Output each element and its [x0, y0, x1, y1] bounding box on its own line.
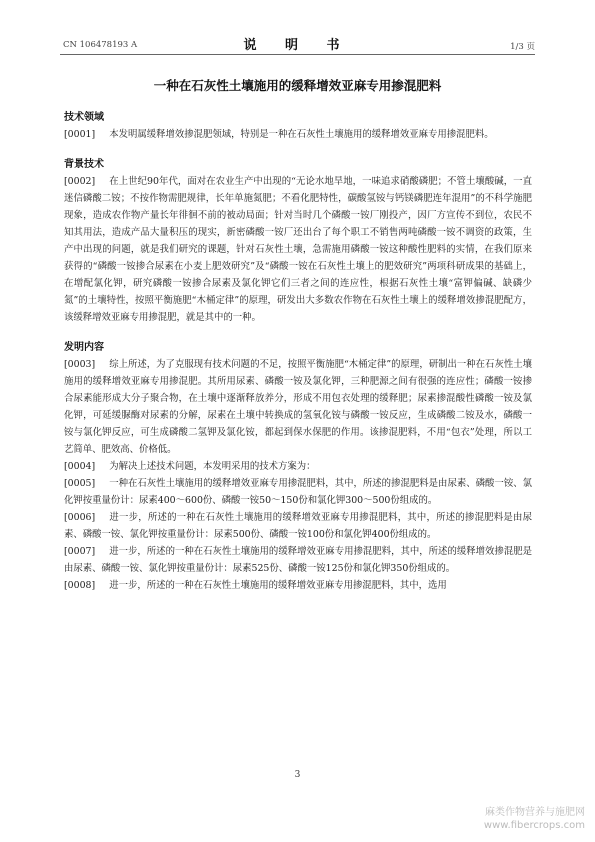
- page-number: 3: [294, 770, 301, 780]
- paragraph: [64, 126, 532, 143]
- watermark: [484, 806, 585, 832]
- paragraph: [64, 475, 532, 509]
- document-body: [64, 110, 532, 594]
- section-heading: 发明内容: [64, 342, 104, 353]
- paragraph-text: 一种在石灰性土壤施用的缓释增效亚麻专用掺混肥料，其中，所述的掺混肥料是由尿素、磷酸一铵、氯化钾按重量份计：尿素400～600份、磷酸一铵50～150份和氯化钾300～500份组成的。: [64, 478, 532, 506]
- document-number: CN 106478193 A: [63, 40, 138, 50]
- paragraph-text: 本发明属缓释增效掺混肥领域，特别是一种在石灰性土壤施用的缓释增效亚麻专用掺混肥料。: [109, 129, 494, 140]
- watermark-line-2: www.fibercrops.com: [483, 820, 585, 831]
- paragraph-text: 进一步，所述的一种在石灰性土壤施用的缓释增效亚麻专用掺混肥料，其中，所述的缓释增效掺混肥是由尿素、磷酸一铵、氯化钾按重量份计：尿素525份、磷酸一铵125份和氯化钾350份组成的。: [64, 546, 532, 574]
- paragraph-number: [0008]: [64, 580, 96, 591]
- paragraph-text: 进一步，所述的一种在石灰性土壤施用的缓释增效亚麻专用掺混肥料，其中，所述的掺混肥料是由尿素、磷酸一铵、氯化钾按重量份计：尿素500份、磷酸一铵100份和氯化钾400份组成的。: [64, 512, 532, 540]
- document-type: 说 明 书: [243, 38, 352, 53]
- paragraph-text: 在上世纪90年代，面对在农业生产中出现的“无论水地旱地，一味追求硝酸磷肥；不管土壤酸碱，一直迷信磷酸二铵；不按作物需肥规律，长年单施氮肥；不看化肥特性，碳酸氢铵与钙镁磷肥连年混用”的不科学施肥现象，造成农作物产量长年徘徊不前的被动局面；针对当时几个磷酸一铵厂刚投产，因厂方宣传不到位，农民不知其用法，造成产品大量积压的现实，新密磷酸一铵厂还出台了每个职工不销售两吨磷酸一铵不调资的政策，生产中出现的问题，就是我们研究的课题，针对石灰性土壤，急需施用磷酸一铵这种酸性肥料的实情，在我们原来获得的“磷酸一铵掺合尿素在小麦上肥效研究”及“磷酸一铵在石灰性土壤上的肥效研究”两项科研成果的基础上，在增配氯化钾，研究磷酸一铵掺合尿素及氯化钾它们三者之间的连应性，根据石灰性土壤“富钾偏碱、缺磷少氮”的土壤特性，按照平衡施肥“木桶定律”的原理，研发出大多数农作物在石灰性土壤上的缓释增效掺混肥配方，该缓释增效亚麻专用掺混肥，就是其中的一种。: [64, 176, 532, 323]
- paragraph-number: [0002]: [64, 176, 96, 187]
- paragraph: [64, 356, 532, 458]
- paragraph: [64, 173, 532, 326]
- paragraph-text: 综上所述，为了克服现有技术问题的不足，按照平衡施肥“木桶定律”的原理，研制出一种在石灰性土壤施用的缓释增效亚麻专用掺混肥。其所用尿素、磷酸一铵及氯化钾，三种肥源之间有很强的连应性；磷酸一铵掺合尿素能形成大分子聚合物，在土壤中逐渐释放养分，形成不用包衣处理的缓释肥；尿素掺混酸性磷酸一铵及氯化钾，可延缓脲酶对尿素的分解，尿素在土壤中转换成的氢氧化铵与磷酸一铵反应，生成磷酸二铵及水，磷酸一铵与氯化钾反应，可生成磷酸二氢钾及氯化铵，都起到保水保肥的作用。该掺混肥料，不用“包衣”处理，所以工艺简单、肥效高、价格低。: [64, 359, 532, 455]
- paragraph: [64, 543, 532, 577]
- paragraph-text: 进一步，所述的一种在石灰性土壤施用的缓释增效亚麻专用掺混肥料，其中，选用: [109, 580, 447, 591]
- header-divider: [60, 54, 535, 55]
- watermark-line-1: 麻类作物营养与施肥网: [485, 807, 585, 818]
- section-heading: 技术领域: [64, 112, 104, 123]
- page-title: 一种在石灰性土壤施用的缓释增效亚麻专用掺混肥料: [153, 78, 442, 93]
- paragraph-number: [0007]: [64, 546, 96, 557]
- paragraph-number: [0004]: [64, 461, 96, 472]
- paragraph-number: [0003]: [64, 359, 96, 370]
- paragraph-text: 为解决上述技术问题，本发明采用的技术方案为：: [109, 461, 316, 472]
- paragraph: [64, 509, 532, 543]
- section-heading: 背景技术: [64, 159, 104, 170]
- paragraph-number: [0001]: [64, 129, 96, 140]
- paragraph: [64, 577, 532, 594]
- paragraph: [64, 458, 532, 475]
- paragraph-number: [0006]: [64, 512, 96, 523]
- paragraph-number: [0005]: [64, 478, 96, 489]
- page-indicator: 1/3 页: [510, 42, 535, 52]
